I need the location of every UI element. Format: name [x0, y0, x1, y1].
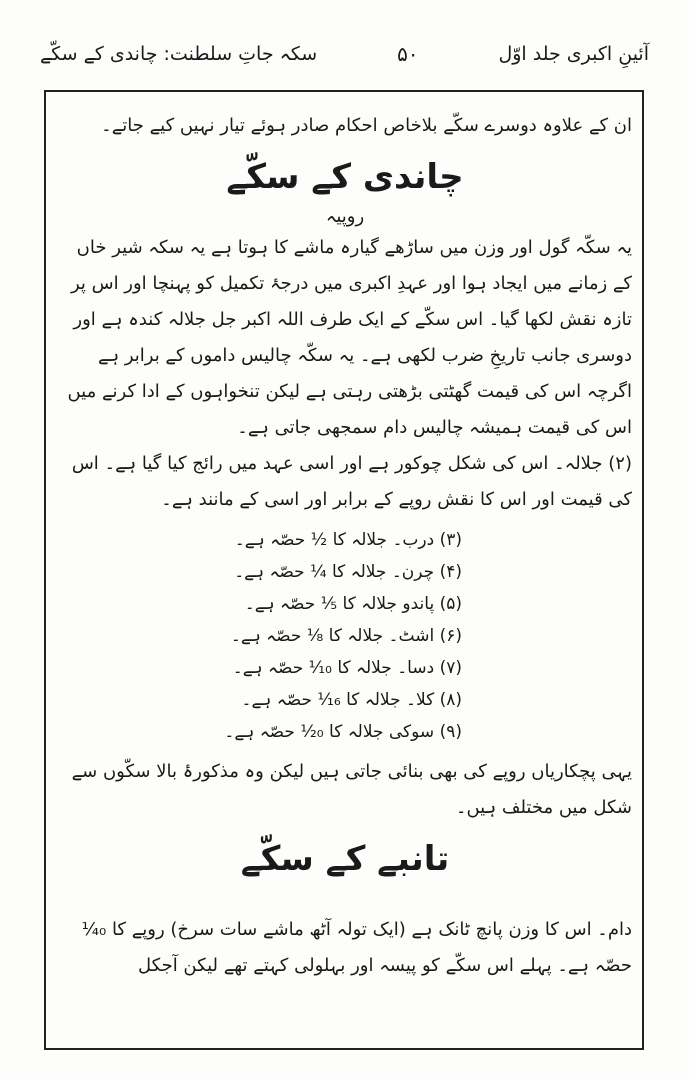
coin-fraction-list	[58, 524, 632, 748]
list-item: (۳) درب۔ جلالہ کا ½ حصّہ ہے۔	[234, 530, 462, 550]
closing-paragraph: یہی پچکاریاں روپے کی بھی بنائی جاتی ہیں لیکن وہ مذکورۂ بالا سکّوں سے شکل میں مختلف ہیں۔	[71, 761, 632, 818]
intro-line: ان کے علاوہ دوسرے سکّے بلاخاص احکام صادر ہوئے تیار نہیں کیے جاتے۔	[101, 115, 632, 136]
rupee-paragraph: یہ سکّہ گول اور وزن میں ساڑھے گیارہ ماشے کا ہوتا ہے یہ سکہ شیر خاں کے زمانے میں ایجاد ہوا اور عہدِ اکبری میں درجۂ تکمیل کو پہنچا اور اس پر تازہ نقش لکھا گیا۔ اس سکّے کے ایک طرف اللہ اکبر جل جلالہ کندہ ہے اور دوسری جانب تاریخِ ضرب لکھی ہے۔ یہ سکّہ چالیس داموں کے برابر ہے اگرچہ اس کی قیمت گھٹتی بڑھتی رہتی ہے لیکن تنخواہوں کے ادا کرنے میں اس کی قیمت ہمیشہ چالیس دام سمجھی جاتی ہے۔	[67, 237, 632, 438]
list-item: (۹) سوکی جلالہ کا ¹⁄₂₀ حصّہ ہے۔	[224, 722, 462, 742]
section-gap	[58, 886, 632, 912]
rupee-subheading: روپیہ	[325, 206, 365, 227]
copper-coins-heading: تانبے کے سکّے	[240, 839, 450, 879]
list-item: (۷) دسا۔ جلالہ کا ⅒ حصّہ ہے۔	[232, 658, 462, 678]
running-head-book-title: آئینِ اکبری جلد اوّل	[498, 43, 649, 65]
dam-paragraph: دام۔ اس کا وزن پانچ ٹانک ہے (ایک تولہ آٹھ ماشے سات سرخ) روپے کا ¹⁄₄₀ حصّہ ہے۔ پہلے اس سکّے کو پیسہ اور بہلولی کہتے تھے لیکن آجکل	[81, 919, 632, 976]
list-item: (۶) اشٹ۔ جلالہ کا ⅛ حصّہ ہے۔	[230, 626, 462, 646]
silver-coins-heading: چاندی کے سکّے	[226, 157, 464, 197]
list-item: (۵) پاندو جلالہ کا ⅕ حصّہ ہے۔	[244, 594, 462, 614]
list-item: (۸) کلا۔ جلالہ کا ¹⁄₁₆ حصّہ ہے۔	[241, 690, 462, 710]
list-item: (۴) چرن۔ جلالہ کا ¼ حصّہ ہے۔	[234, 562, 462, 582]
running-head	[40, 34, 649, 74]
jalala-paragraph: (۲) جلالہ۔ اس کی شکل چوکور ہے اور اسی عہد میں رائج کیا گیا ہے۔ اس کی قیمت اور اس کا نقش روپے کے برابر اور اسی کے مانند ہے۔	[71, 453, 632, 510]
page-number: ۵۰	[397, 42, 419, 66]
running-head-chapter-title: سکہ جاتِ سلطنت: چاندی کے سکّے	[40, 43, 318, 65]
page-body	[58, 108, 632, 1048]
